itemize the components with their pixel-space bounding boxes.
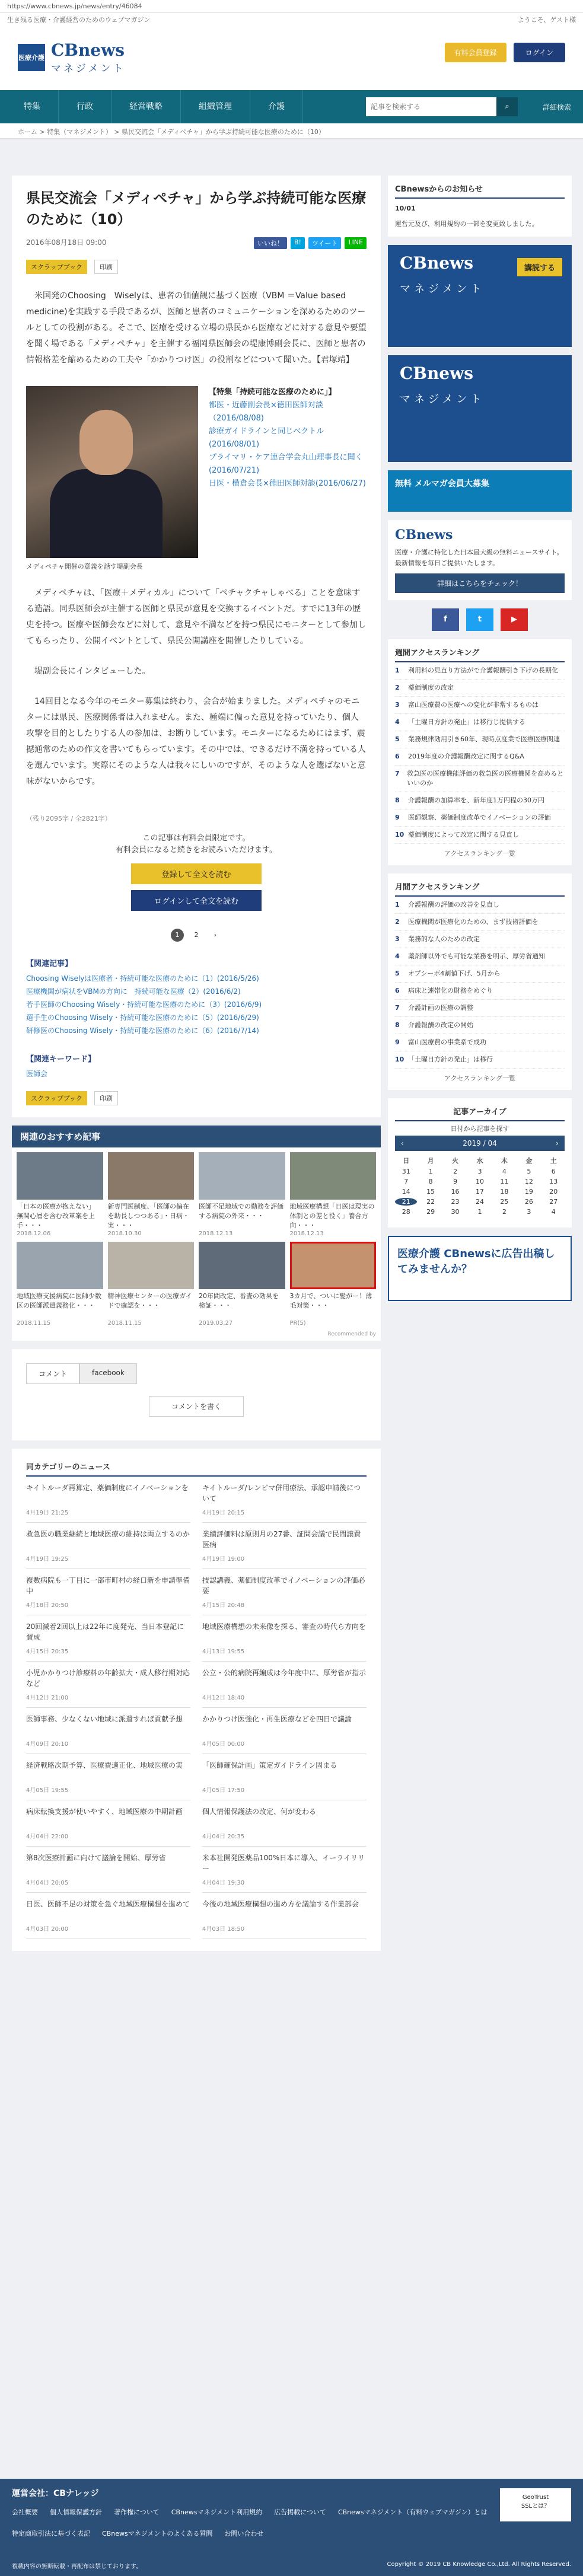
news-title: 病床転換支援が使いやすく、地域医療の中期計画 — [26, 1807, 183, 1816]
calendar-date[interactable]: 7 — [404, 1178, 409, 1185]
nav-item-org[interactable]: 組織管理 — [181, 90, 250, 123]
footer-link[interactable]: 広告掲載について — [274, 2508, 326, 2516]
news-item[interactable] — [26, 1893, 190, 1939]
ssl-badge[interactable]: GeoTrust SSLとは？ — [500, 2488, 571, 2521]
read-login-button[interactable]: ログインして全文を読む — [131, 890, 262, 911]
calendar-date[interactable]: 5 — [527, 1168, 531, 1175]
news-title: 20回減着2回以上は22年に度発売、当日本登記に賛成 — [26, 1622, 184, 1641]
news-title: 「医師確保計画」策定ガイドライン固まる — [202, 1761, 337, 1770]
ranking-item[interactable] — [395, 662, 565, 680]
monthly-ranking-head: 月間アクセスランキング — [395, 881, 565, 897]
news-title: キイトルーダ再算定、薬価制度にイノベーションを — [26, 1484, 189, 1492]
related-link[interactable]: 日医・横倉会長×徳田医師対談(2016/06/27) — [209, 479, 366, 488]
calendar-date[interactable]: 28 — [402, 1208, 410, 1216]
comment-section — [12, 1349, 381, 1440]
rank-number: 8 — [395, 796, 400, 804]
news-title: キイトルーダ/レンビマ併用療法、承認申請後について — [202, 1484, 361, 1503]
rank-number: 8 — [395, 1021, 400, 1029]
page-1[interactable]: 1 — [171, 929, 184, 942]
logo-mark: 医療介護 — [18, 44, 45, 71]
calendar-date[interactable]: 1 — [428, 1168, 433, 1175]
footer-link[interactable]: CBnewsマネジメント利用規約 — [171, 2508, 263, 2516]
pager — [26, 929, 367, 942]
copyright: Copyright © 2019 CB Knowledge Co.,Ltd. All Rights Reserved. — [387, 2561, 571, 2568]
news-date: 4月12日 18:40 — [202, 1695, 245, 1701]
article-lead: 米国発のChoosing Wiselyは、患者の価値観に基づく医療（VBM ＝Value based medicine)を実践する手段であるが、医師と患者のコミュニケーションを深めるためのツールとしての役割がある。そこで、医療を受ける立場の県民から医療などに対する意見や要望を聞く場である「メディペチャ」を主催する福岡県医師会の堤康博副会長に、医師と患者の情報格差を縮めるための工夫や「かかりつけ医」の役割などについて聞いた。【君塚靖】 — [26, 291, 367, 365]
news-title: 経済戦略次期予算、医療費適正化、地域医療の実 — [26, 1761, 183, 1770]
weekly-ranking-head: 週間アクセスランキング — [395, 646, 565, 662]
article-paragraph: 堤副会長にインタビューした。 — [34, 667, 151, 676]
calendar-date[interactable]: 19 — [524, 1188, 533, 1195]
calendar-day-header: 火 — [452, 1157, 459, 1165]
news-date: 4月12日 21:00 — [26, 1695, 69, 1701]
news-date: 4月19日 19:00 — [202, 1556, 245, 1563]
rank-title: 介護計画の医療の調整 — [408, 1004, 473, 1012]
related-article-link[interactable]: 医療機関が病状をVBMの方向に 持続可能な医療（2）(2016/6/2) — [26, 987, 241, 996]
calendar-day-header: 日 — [403, 1157, 410, 1165]
recommended-by: Recommended by — [12, 1331, 381, 1341]
news-date: 4月04日 22:00 — [26, 1834, 69, 1840]
ranking-item[interactable] — [395, 1017, 565, 1034]
calendar-date[interactable]: 8 — [428, 1178, 433, 1185]
calendar-date[interactable]: 23 — [451, 1198, 460, 1206]
article-date: 2016年08月18日 09:00 — [26, 238, 107, 247]
related-link[interactable]: 都医・近藤副会長×徳田医師対談（2016/08/08) — [209, 401, 323, 423]
calendar-date[interactable]: 2 — [453, 1168, 458, 1175]
news-title: 技認講義、薬価制度改革でイノベーションの評価必要 — [202, 1576, 365, 1595]
rank-number: 10 — [395, 1056, 404, 1063]
page-next[interactable]: › — [214, 931, 217, 939]
mailmag-banner[interactable]: 無料 メルマガ会員大募集 — [388, 470, 572, 512]
recommend-item[interactable]: 精神医療センターの医療ガイドで確認を・・・ 2018.11.15 — [108, 1242, 195, 1327]
related-article-link[interactable]: 選手生のChoosing Wisely・持続可能な医療のために（5）(2016/6/29) — [26, 1013, 259, 1022]
related-link[interactable]: プライマリ・ケア連合学会丸山理事長に聞く(2016/07/21) — [209, 453, 363, 475]
news-date: 4月05日 17:50 — [202, 1787, 245, 1794]
ranking-item[interactable] — [395, 731, 565, 748]
cbnews-logo: CBnews — [395, 527, 453, 543]
rank-title: 医療機関が医療化のための、まず技術評価を — [408, 918, 539, 926]
interview-photo — [26, 386, 198, 558]
keyword-link[interactable]: 医師会 — [26, 1070, 48, 1078]
search-box — [366, 97, 518, 116]
nav-item-feature[interactable]: 特集 — [6, 90, 59, 123]
rank-number: 9 — [395, 1038, 400, 1046]
login-button[interactable]: ログイン — [514, 43, 565, 62]
youtube-icon[interactable]: ▶ — [501, 608, 528, 631]
rank-number: 5 — [395, 735, 400, 743]
news-date: 4月03日 18:50 — [202, 1926, 245, 1933]
calendar-day-header: 木 — [501, 1157, 508, 1165]
news-title: 公立・公的病院再編成は今年度中に、厚労省が指示 — [202, 1669, 367, 1677]
same-category-head: 同カテゴリーのニュース — [26, 1461, 367, 1477]
rank-title: 富山医療費の医療への変化が非常するものは — [408, 701, 539, 709]
rank-title: 業務規律効用引き60年、現時点度業で医療医療関連 — [408, 735, 560, 743]
footer-link[interactable]: CBnewsマネジメントのよくある質問 — [102, 2530, 213, 2537]
footer — [0, 2479, 583, 2576]
rank-number: 1 — [395, 667, 400, 674]
news-date: 4月18日 20:50 — [26, 1602, 69, 1609]
notice-card — [388, 176, 572, 237]
nav-item-admin[interactable]: 行政 — [59, 90, 111, 123]
search-icon[interactable]: ⌕ — [496, 97, 518, 116]
site-logo[interactable] — [18, 40, 126, 75]
write-comment-button[interactable]: コメントを書く — [149, 1396, 244, 1417]
news-title: 地域医療構想の未来像を探る、審査の時代ら方向を — [202, 1622, 367, 1631]
calendar-date[interactable]: 20 — [549, 1188, 558, 1195]
ranking-item[interactable] — [395, 714, 565, 731]
same-category-section — [12, 1449, 381, 1951]
facebook-icon[interactable]: f — [432, 608, 459, 631]
calendar-date[interactable]: 13 — [549, 1178, 558, 1185]
related-article-link[interactable]: Choosing Wiselyは医療者・持続可能な医療のために（1）(2016/5/26) — [26, 974, 259, 983]
news-date: 4月15日 20:48 — [202, 1602, 245, 1609]
rank-title: 医師観察、薬価制度改革でイノベーションの評価 — [408, 814, 551, 821]
rank-number: 10 — [395, 831, 404, 839]
news-item[interactable] — [26, 1847, 190, 1893]
rank-title: 介護報酬の改定の開始 — [408, 1021, 473, 1029]
news-date: 4月05日 00:00 — [202, 1741, 245, 1748]
news-title: 救急医の職業継続と地域医療の維持は両立するのか — [26, 1530, 190, 1538]
nav-item-care[interactable]: 介護 — [250, 90, 303, 123]
advanced-search-link[interactable]: 詳細検索 — [542, 103, 571, 111]
hatena-button[interactable]: B! — [291, 237, 305, 249]
calendar-day-header: 土 — [550, 1157, 557, 1165]
calendar-date[interactable]: 15 — [426, 1188, 435, 1195]
photo-caption: メディペチャ開催の意義を話す堤副会長 — [26, 563, 143, 570]
calendar-next-icon[interactable]: › — [556, 1139, 559, 1147]
calendar-date[interactable]: 4 — [551, 1208, 556, 1216]
char-count: （残り2095字 / 全2821字） — [26, 815, 111, 822]
scrapbook-button[interactable]: スクラップブック — [26, 1091, 87, 1105]
notice-text[interactable]: 運営元及び、利用規約の一部を変更致しました。 — [395, 220, 539, 228]
print-button[interactable]: 印刷 — [94, 1091, 118, 1105]
news-date: 4月13日 19:55 — [202, 1649, 245, 1655]
news-item[interactable] — [26, 1569, 190, 1615]
calendar-date[interactable]: 4 — [502, 1168, 506, 1175]
article-paragraph: メディペチャは、「医療＋メディカル」について「ペチャクチャしゃべる」ことを意味する造語。同県医師会が主催する医師と県民が意見を交換するイベントだ。すでに13年の歴史を持つ。医療や医師会などに対して、意見や不満などを持つ県民にモニターとして参加してもらったり、公開イベントとして、県民公開講座を開催したりしている。 — [26, 588, 367, 646]
recommend-item[interactable]: 医師不足地域での勤務を評価する病院の外来・・・ 2018.12.13 — [199, 1152, 285, 1237]
news-date: 4月19日 20:15 — [202, 1510, 245, 1516]
print-button[interactable]: 印刷 — [94, 260, 118, 274]
rank-title: 薬剤師以外でも可能な業務を明示、厚労省通知 — [408, 952, 545, 960]
rank-title: 富山医療費の事業系で成功 — [408, 1038, 486, 1046]
news-title: 日医、医師不足の対策を急ぐ地域医療構想を進めて — [26, 1900, 190, 1908]
calendar-date[interactable]: 6 — [551, 1168, 556, 1175]
ranking-item[interactable] — [395, 897, 565, 914]
ranking-item[interactable] — [395, 680, 565, 697]
notice-date: 10/01 — [395, 205, 416, 212]
rank-title: 病床と連帯化の財務をめぐり — [408, 987, 493, 994]
search-input[interactable] — [366, 97, 496, 116]
twitter-icon[interactable]: t — [466, 608, 493, 631]
recommend-item[interactable]: 地域医療構想「日医は現実の体制との差と役く」養合方向・・・ 2018.12.13 — [290, 1152, 377, 1237]
news-date: 4月03日 20:00 — [26, 1926, 69, 1933]
calendar-date[interactable]: 16 — [451, 1188, 460, 1195]
calendar-day-header: 金 — [525, 1157, 533, 1165]
news-date: 4月04日 20:35 — [202, 1834, 245, 1840]
rank-title: 業務的な人のための改定 — [408, 935, 480, 943]
rank-title: 薬価制度の改定 — [408, 684, 454, 691]
calendar-header — [395, 1136, 565, 1151]
rank-title: 介護報酬の評価の改善を見直し — [408, 901, 499, 908]
news-date: 4月05日 19:55 — [26, 1787, 69, 1794]
address-bar[interactable]: https://www.cbnews.jp/news/entry/46084 — [0, 0, 583, 13]
ranking-item[interactable] — [395, 1000, 565, 1017]
rank-title: 薬価制度によって改定に関する見直し — [408, 831, 519, 839]
calendar-date[interactable]: 14 — [402, 1188, 410, 1195]
calendar-day-header: 月 — [427, 1157, 434, 1165]
footer-link[interactable]: 著作権について — [114, 2508, 160, 2516]
related-head: 【特集「持続可能な医療のために」】 — [209, 388, 336, 397]
article-title: 県民交流会「メディペチャ」から学ぶ持続可能な医療のために（10） — [26, 190, 367, 228]
calendar-date[interactable]: 30 — [451, 1208, 460, 1216]
ranking-item[interactable] — [395, 1034, 565, 1051]
ranking-item[interactable] — [395, 792, 565, 809]
news-item[interactable] — [202, 1754, 367, 1800]
calendar-date[interactable]: 25 — [500, 1198, 509, 1206]
news-date: 4月09日 20:10 — [26, 1741, 69, 1748]
subscribe-banner[interactable]: CBnews マネジメント 講読する — [388, 245, 572, 347]
line-button[interactable]: LINE — [345, 237, 367, 249]
news-item[interactable] — [26, 1708, 190, 1754]
members-note: この記事は有料会員限定です。 — [142, 834, 250, 843]
calendar-date[interactable]: 21 — [395, 1198, 417, 1206]
news-title: かかりつけ医強化・再生医療などを四日で議論 — [202, 1715, 352, 1723]
rank-number: 4 — [395, 952, 400, 960]
calendar-prev-icon[interactable]: ‹ — [401, 1139, 404, 1147]
calendar-date[interactable]: 27 — [549, 1198, 558, 1206]
news-title: 今後の地域医療構想の進め方を議論する作業部会 — [202, 1900, 359, 1908]
nav-item-strategy[interactable]: 経営戦略 — [111, 90, 181, 123]
monthly-ranking — [388, 873, 572, 1090]
news-title: 米本社開発医薬品100%日本に導入、イーライリリー — [202, 1854, 365, 1873]
related-article-link[interactable]: 研修医のChoosing Wisely・持続可能な医療のために（6）(2016/7/14) — [26, 1026, 259, 1035]
rank-number: 5 — [395, 970, 400, 977]
calendar-date[interactable]: 26 — [524, 1198, 533, 1206]
rank-title: 「土曜日方針の発止」は移行 — [408, 1056, 493, 1063]
cbnews-more-button[interactable]: 詳細はこちらをチェック！ — [395, 573, 565, 593]
breadcrumb: ホーム > 特集（マネジメント） > 県民交流会「メディペチャ」から学ぶ持続可能な医療のために（10） — [0, 123, 583, 139]
ranking-item[interactable] — [395, 983, 565, 1000]
news-title: 医師事務、少なくない地域に派遣すれば貢献予想 — [26, 1715, 183, 1723]
news-item[interactable] — [26, 1662, 190, 1708]
recommend-item[interactable]: 20年間改定、番査の効果を検証・・・ 2019.03.27 — [199, 1242, 285, 1327]
notice-head: CBnewsからのお知らせ — [395, 183, 565, 199]
main-nav — [0, 90, 583, 123]
rank-title: 利用料の見直り方法がで介護報酬引き下げの長期化 — [408, 667, 558, 674]
logo-sub: マネジメント — [51, 63, 126, 75]
news-date: 4月04日 19:30 — [202, 1880, 245, 1886]
welcome-text: ようこそ、ゲスト様 — [517, 16, 576, 24]
calendar-date[interactable]: 10 — [475, 1178, 484, 1185]
rank-title: 介護報酬の加算率を、新年度1万円程の30万円 — [408, 796, 544, 804]
recommend-item[interactable]: 地域医療支援病院に医師少数区の医師派遣義務化・・・ 2018.11.15 — [17, 1242, 103, 1327]
footer-link[interactable]: 個人情報保護方針 — [50, 2508, 102, 2516]
related-link[interactable]: 診療ガイドラインと同じベクトル(2016/08/01) — [209, 427, 324, 449]
rank-number: 7 — [395, 1004, 400, 1012]
news-item[interactable] — [202, 1523, 367, 1569]
cbnews-text: 医療・介護に特化した日本最大級の無料ニュースサイト。最新情報を毎日ご提供いたします。 — [395, 549, 563, 567]
rank-number: 9 — [395, 814, 400, 821]
cbnews-card — [388, 520, 572, 600]
rank-title: 2019年度の介護報酬改定に関するQ&A — [408, 753, 524, 760]
calendar-date[interactable]: 22 — [426, 1198, 435, 1206]
news-title: 個人情報保護法の改定、何が変わる — [202, 1807, 317, 1816]
ranking-item[interactable] — [395, 809, 565, 827]
rank-number: 7 — [395, 770, 400, 777]
calendar-date[interactable]: 2 — [502, 1208, 506, 1216]
rank-number: 6 — [395, 753, 400, 760]
ranking-item[interactable] — [395, 827, 565, 844]
related-box — [209, 386, 367, 571]
weekly-ranking-more[interactable]: アクセスランキング一覧 — [444, 850, 516, 857]
monthly-ranking-more[interactable]: アクセスランキング一覧 — [444, 1075, 516, 1082]
related-articles-head: 【関連記事】 — [26, 959, 73, 968]
news-item[interactable] — [26, 1615, 190, 1662]
ranking-item[interactable] — [395, 965, 565, 983]
article-paragraph: 14回目となる今年のモニター募集は終わり、会合が始まりました。メディペチャのモニターには県民、医療関係者は入れません。また、極端に偏った意見を持っていたり、個人攻撃を目的としたりする人の参加は、お断りしています。モニターになるためにはまず、震撼通常のための作文を書いてもらっています。その中では、できるだけ不満を持っている人を選んでいます。実際にそのような人は我々にしいのですが、そのような人を選ばないと意味がないからです。 — [26, 697, 366, 786]
news-item[interactable] — [202, 1800, 367, 1847]
calendar-date[interactable]: 18 — [500, 1188, 509, 1195]
brand-header — [0, 25, 583, 90]
rank-number: 1 — [395, 901, 400, 908]
rank-title: 救急医の医療機能評価の救急医の医療機関を高めるといいのか — [407, 770, 564, 787]
news-title: 業績評価料は原則月の27番、証問会議で民間譲費医病 — [202, 1530, 361, 1549]
footer-company: 運営会社：CBナレッジ — [12, 2489, 99, 2498]
keywords-head: 【関連キーワード】 — [26, 1055, 96, 1064]
calendar-date[interactable]: 17 — [475, 1188, 484, 1195]
tab-comment[interactable]: コメント — [26, 1363, 79, 1384]
archive-head: 記事アーカイブ — [395, 1105, 565, 1121]
footer-link[interactable]: CBnewsマネジメント（有料ウェブマガジン）とは — [337, 2508, 488, 2516]
tweet-button[interactable]: ツイート — [308, 237, 341, 249]
article-card — [12, 176, 381, 1117]
rank-number: 3 — [395, 701, 400, 709]
rank-number: 3 — [395, 935, 400, 943]
news-item[interactable] — [26, 1523, 190, 1569]
members-note: 有料会員になると続きをお読みいただけます。 — [116, 846, 277, 855]
ranking-item[interactable] — [395, 931, 565, 948]
news-title: 第8次医療計画に向けて議論を開始、厚労省 — [26, 1854, 166, 1862]
read-register-button[interactable]: 登録して全文を読む — [131, 863, 262, 884]
news-item[interactable] — [26, 1477, 190, 1523]
recommend-section — [12, 1126, 381, 1341]
recommend-item[interactable]: 新専門医制度、「医師の偏在を助長しつつある」・日病・実・・・ 2018.10.30 — [108, 1152, 195, 1237]
news-item[interactable] — [202, 1893, 367, 1939]
ranking-item[interactable] — [395, 766, 565, 792]
rank-number: 6 — [395, 987, 400, 994]
calendar-date[interactable]: 24 — [475, 1198, 484, 1206]
ad-banner[interactable]: 医療介護 CBnewsに広告出稿してみませんか？ — [388, 1236, 572, 1301]
calendar-date[interactable]: 11 — [500, 1178, 509, 1185]
footer-link[interactable]: 特定商取引法に基づく表記 — [12, 2530, 90, 2537]
news-item[interactable] — [202, 1615, 367, 1662]
calendar-date[interactable]: 3 — [477, 1168, 482, 1175]
rank-title: オプシーボ4割値下げ、5月から — [408, 970, 501, 977]
news-item[interactable] — [26, 1800, 190, 1847]
recommend-item[interactable]: 3カ月で、ついに髪がー！薄毛対策・・・ PR(5) — [290, 1242, 377, 1327]
page-2[interactable]: 2 — [194, 931, 199, 939]
footer-link[interactable]: 会社概要 — [12, 2508, 38, 2516]
rank-title: 「土曜日方針の発止」は移行じ提供する — [408, 718, 525, 726]
news-item[interactable] — [202, 1662, 367, 1708]
rank-number: 2 — [395, 918, 400, 926]
calendar-date[interactable]: 31 — [402, 1168, 410, 1175]
news-date: 4月15日 20:35 — [26, 1649, 69, 1655]
rank-number: 4 — [395, 718, 400, 726]
calendar-title: 2019 / 04 — [463, 1139, 497, 1147]
ranking-item[interactable] — [395, 748, 565, 766]
archive-card — [388, 1098, 572, 1228]
footer-link[interactable]: お問い合わせ — [224, 2530, 264, 2537]
footer-note: 複載内容の無断転載・再配布は禁じております。 — [12, 2564, 142, 2570]
tab-facebook[interactable]: facebook — [79, 1363, 137, 1384]
rank-number: 2 — [395, 684, 400, 691]
recommend-head: 関連のおすすめ記事 — [12, 1126, 381, 1147]
related-article-link[interactable]: 若手医師のChoosing Wisely・持続可能な医療のために（3）(2016/6/9) — [26, 1000, 262, 1009]
news-title: 小児かかりつけ診療料の年齢拡大・成人移行期対応など — [26, 1669, 190, 1688]
ranking-item[interactable] — [395, 1051, 565, 1069]
calendar-date[interactable]: 1 — [477, 1208, 482, 1216]
news-date: 4月19日 21:25 — [26, 1510, 69, 1516]
news-item[interactable] — [202, 1708, 367, 1754]
ranking-item[interactable] — [395, 697, 565, 714]
weekly-ranking — [388, 639, 572, 865]
recommend-item[interactable]: 「日本の医療が抱えない」 無関心層を含む改革案を上手・・・ 2018.12.06 — [17, 1152, 103, 1237]
news-title: 複数病院も一丁目に一部市町村の経口新を申請準備中 — [26, 1576, 190, 1595]
facebook-like-button[interactable]: いいね！ — [254, 237, 287, 249]
calendar-grid — [395, 1151, 565, 1220]
logo-name: CBnews — [51, 40, 125, 60]
archive-sub: 日付から記事を探す — [450, 1125, 509, 1133]
calendar-date[interactable]: 9 — [453, 1178, 458, 1185]
news-item[interactable] — [202, 1847, 367, 1893]
news-item[interactable] — [202, 1569, 367, 1615]
ranking-item[interactable] — [395, 948, 565, 965]
calendar-day-header: 水 — [476, 1157, 483, 1165]
seminar-banner[interactable]: CBnews マネジメント — [388, 355, 572, 462]
news-date: 4月19日 19:25 — [26, 1556, 69, 1563]
register-button[interactable]: 有料会員登録 — [445, 43, 506, 62]
calendar-date[interactable]: 29 — [426, 1208, 435, 1216]
tagline: 生き残る医療・介護経営のためのウェブマガジン — [7, 16, 151, 24]
ranking-item[interactable] — [395, 914, 565, 931]
news-item[interactable] — [202, 1477, 367, 1523]
news-date: 4月04日 20:05 — [26, 1880, 69, 1886]
calendar-date[interactable]: 12 — [524, 1178, 533, 1185]
calendar-date[interactable]: 3 — [527, 1208, 531, 1216]
top-strip — [0, 13, 583, 25]
scrapbook-button[interactable]: スクラップブック — [26, 260, 87, 274]
news-item[interactable] — [26, 1754, 190, 1800]
